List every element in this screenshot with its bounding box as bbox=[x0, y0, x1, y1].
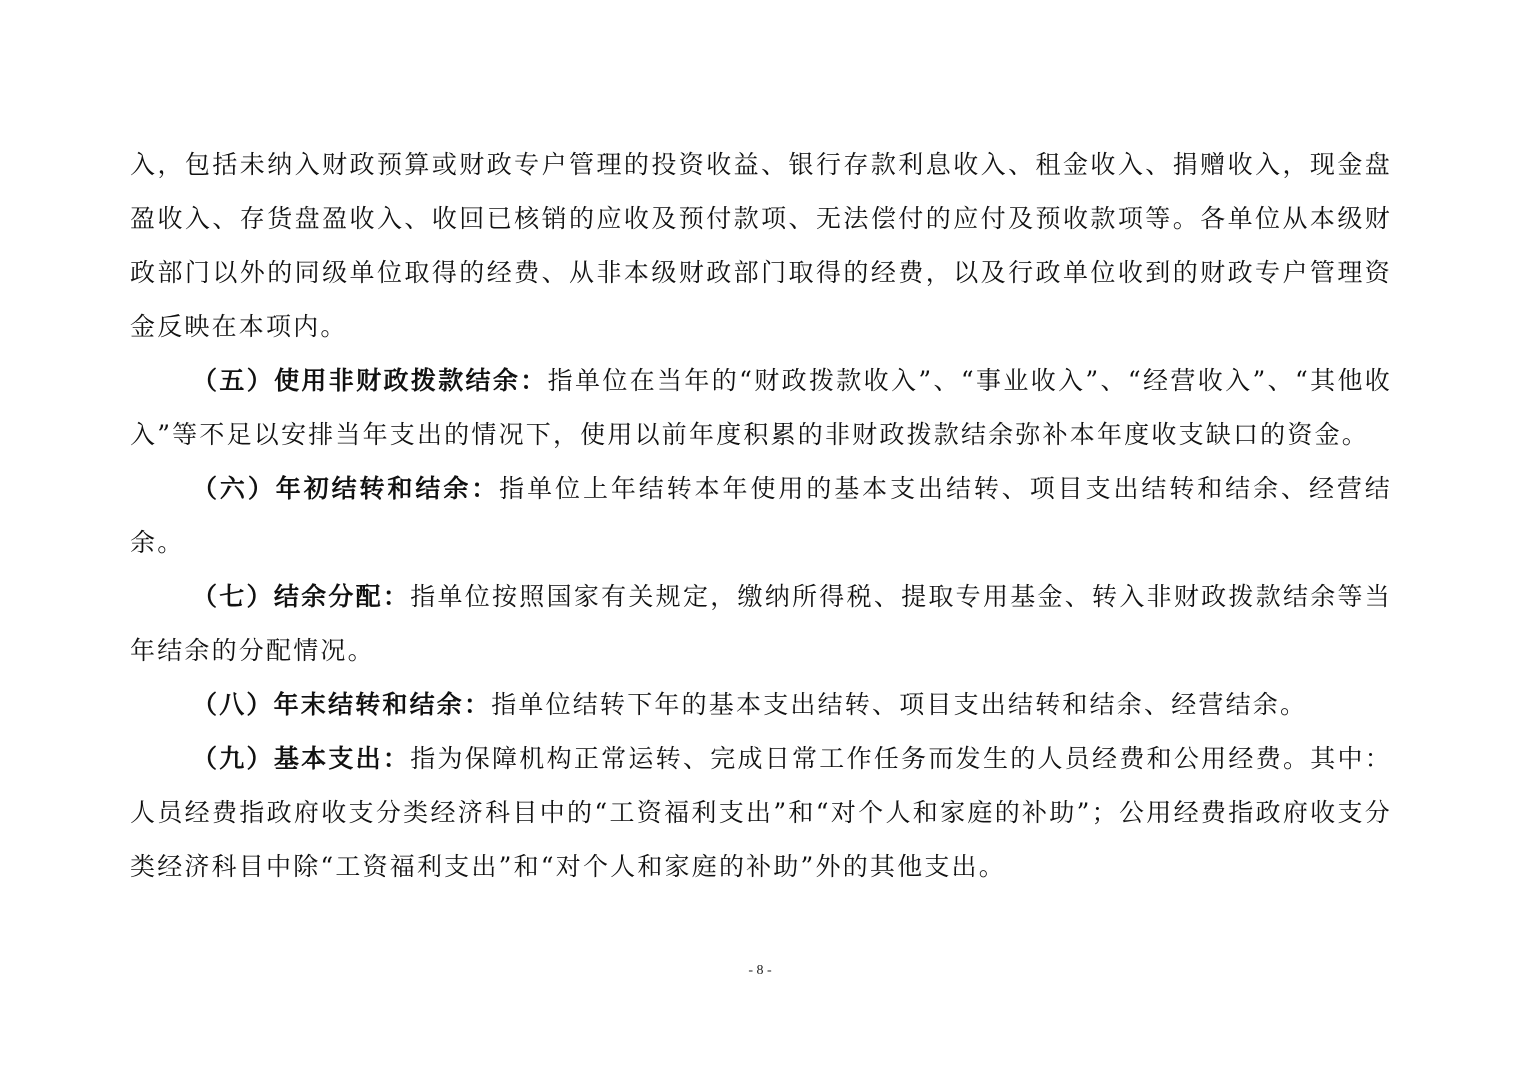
paragraph-text: 指为保障机构正常运转、完成日常工作任务而发生的人员经费和公用经费。其中：人员经费指政府收支分类经济科目中的“工资福利支出”和“对个人和家庭的补助”；公用经费指政府收支分类经济科目中除“工资福利支出”和“对个人和家庭的补助”外的其他支出。 bbox=[130, 744, 1392, 881]
paragraph-heading: （五）使用非财政拨款结余： bbox=[192, 366, 548, 395]
paragraph-item-9 bbox=[130, 732, 1392, 894]
paragraph-heading: （九）基本支出： bbox=[192, 744, 411, 773]
paragraph-item-5 bbox=[130, 354, 1392, 462]
paragraph-item-7 bbox=[130, 570, 1392, 678]
paragraph-heading: （七）结余分配： bbox=[192, 582, 411, 611]
paragraph-heading: （八）年末结转和结余： bbox=[192, 690, 492, 719]
paragraph-item-8 bbox=[130, 678, 1392, 732]
document-body bbox=[130, 138, 1392, 894]
paragraph-continuation bbox=[130, 138, 1392, 354]
paragraph-text: 指单位结转下年的基本支出结转、项目支出结转和结余、经营结余。 bbox=[491, 690, 1308, 719]
paragraph-text: 指单位按照国家有关规定，缴纳所得税、提取专用基金、转入非财政拨款结余等当年结余的分配情况。 bbox=[130, 582, 1392, 665]
paragraph-heading: （六）年初结转和结余： bbox=[192, 474, 500, 503]
paragraph-text: 指单位上年结转本年使用的基本支出结转、项目支出结转和结余、经营结余。 bbox=[130, 474, 1393, 557]
page-number: - 8 - bbox=[748, 963, 772, 978]
paragraph-item-6 bbox=[130, 462, 1392, 570]
paragraph-text: 指单位在当年的“财政拨款收入”、“事业收入”、“经营收入”、“其他收入”等不足以安排当年支出的情况下，使用以前年度积累的非财政拨款结余弥补本年度收支缺口的资金。 bbox=[130, 366, 1392, 449]
paragraph-text: 入，包括未纳入财政预算或财政专户管理的投资收益、银行存款利息收入、租金收入、捐赠收入，现金盘盈收入、存货盘盈收入、收回已核销的应收及预付款项、无法偿付的应付及预收款项等。各单位从本级财政部门以外的同级单位取得的经费、从非本级财政部门取得的经费，以及行政单位收到的财政专户管理资金反映在本项内。 bbox=[130, 150, 1392, 341]
